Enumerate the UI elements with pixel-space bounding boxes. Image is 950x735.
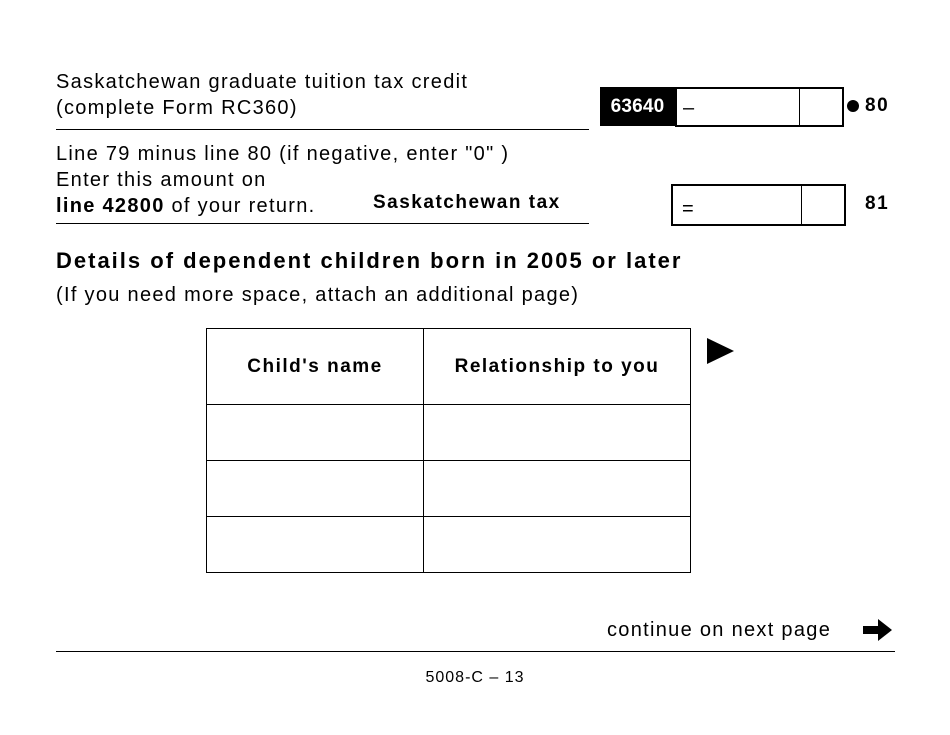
line81-underline	[56, 223, 589, 224]
line81-label-2: Enter this amount on	[56, 169, 267, 191]
line81-label-3	[56, 193, 315, 219]
line81-amount-field[interactable]	[671, 184, 846, 226]
dependents-heading: Details of dependent children born in 2005 or later	[56, 248, 683, 273]
page-number: 5008-C – 13	[425, 669, 525, 686]
line80-number: 80	[865, 95, 890, 116]
relationship-cell[interactable]	[424, 461, 691, 517]
bullet-icon	[847, 100, 859, 112]
relationship-cell[interactable]	[424, 517, 691, 573]
line81-cents-separator	[801, 186, 802, 224]
line80-label-1: Saskatchewan graduate tuition tax credit	[56, 71, 469, 93]
line81-label-1: Line 79 minus line 80 (if negative, enter "0" )	[56, 143, 510, 165]
column-header-relationship: Relationship to you	[424, 329, 691, 405]
line80-code: 63640	[600, 87, 675, 126]
saskatchewan-tax-label: Saskatchewan tax	[373, 192, 561, 213]
dependents-subheading: (If you need more space, attach an additional page)	[56, 284, 580, 306]
line81-number: 81	[865, 193, 890, 214]
line80-label-2: (complete Form RC360)	[56, 97, 298, 119]
column-header-childs-name: Child's name	[207, 329, 424, 405]
continue-text: continue on next page	[607, 619, 832, 641]
table-row	[207, 405, 691, 461]
line81-label-return: of your return.	[164, 195, 316, 217]
line81-equals-sign: =	[682, 198, 694, 220]
line80-underline	[56, 129, 589, 130]
child-name-cell[interactable]	[207, 405, 424, 461]
right-triangle-icon	[707, 338, 734, 364]
relationship-cell[interactable]	[424, 405, 691, 461]
dependents-table	[206, 328, 691, 573]
arrow-right-icon	[863, 619, 892, 641]
line81-label-line-ref: line 42800	[56, 195, 165, 217]
table-header-row	[207, 329, 691, 405]
table-row	[207, 461, 691, 517]
child-name-cell[interactable]	[207, 517, 424, 573]
line80-cents-separator	[799, 89, 800, 125]
line80-amount-field[interactable]	[675, 87, 844, 127]
line80-minus-sign: –	[683, 97, 695, 119]
child-name-cell[interactable]	[207, 461, 424, 517]
footer-rule	[56, 651, 895, 652]
table-row	[207, 517, 691, 573]
